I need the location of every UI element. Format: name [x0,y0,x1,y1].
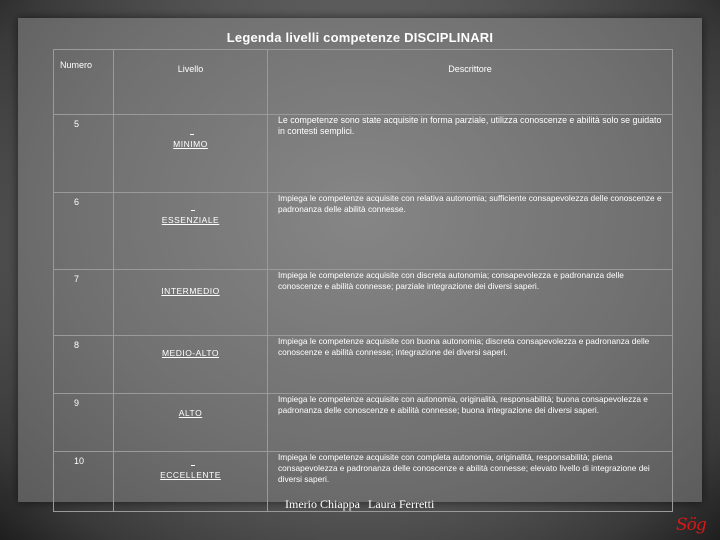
row-level [114,394,268,452]
row-level [114,115,268,193]
level-label: MEDIO-ALTO [161,348,220,358]
level-dash-mark [191,465,195,466]
header-descrittore: Descrittore [268,50,673,115]
author-name: Imerio Chiappa [285,497,360,511]
row-level [114,270,268,336]
row-description: Impiega le competenze acquisite con buona autonomia; discreta consapevolezza e padronanza delle conoscenze e abilità connesse; integrazione dei diversi saperi. [268,336,673,394]
row-number: 10 [54,452,114,512]
table-row [54,115,673,193]
table-row [54,394,673,452]
level-dash-mark [191,210,195,211]
row-description: Impiega le competenze acquisite con completa autonomia, originalità, responsabilità; piena consapevolezza e padronanza delle conoscenze e abilità connesse; elevato livello di integrazione dei diversi saperi. [268,452,673,512]
header-row [54,50,673,115]
row-level [114,193,268,270]
level-dash-mark [190,134,194,135]
competence-legend-table [53,49,673,512]
table-row [54,193,673,270]
level-label: ECCELLENTE [160,470,221,480]
row-description: Impiega le competenze acquisite con relativa autonomia; sufficiente consapevolezza delle conoscenze e padronanza delle abilità connesse. [268,193,673,270]
page-title: Legenda livelli competenze DISCIPLINARI [226,30,494,45]
row-number: 8 [54,336,114,394]
table-row [54,336,673,394]
level-label: ESSENZIALE [161,215,220,225]
header-livello: Livello [114,50,268,115]
row-number: 6 [54,193,114,270]
row-level [114,452,268,512]
row-number: 7 [54,270,114,336]
header-numero: Numero [54,50,114,115]
row-description: Impiega le competenze acquisite con discreta autonomia; consapevolezza e padronanza delle conoscenze e abilità connesse; parziale integrazione dei diversi saperi. [268,270,673,336]
footer-authors [285,497,434,512]
row-number: 9 [54,394,114,452]
row-description: Impiega le competenze acquisite con autonomia, originalità, responsabilità; buona consapevolezza e padronanza delle conoscenze e abilità connesse; buona integrazione dei diversi saperi. [268,394,673,452]
row-number: 5 [54,115,114,193]
author-name: Laura Ferretti [367,497,435,511]
level-label: INTERMEDIO [161,286,220,296]
level-label: MINIMO [173,139,208,149]
table-row [54,270,673,336]
level-label: ALTO [178,408,203,418]
row-level [114,336,268,394]
signature-logo: Sög [676,515,706,535]
row-description: Le competenze sono state acquisite in forma parziale, utilizza conoscenze e abilità solo se guidato in contesti semplici. [268,115,673,193]
